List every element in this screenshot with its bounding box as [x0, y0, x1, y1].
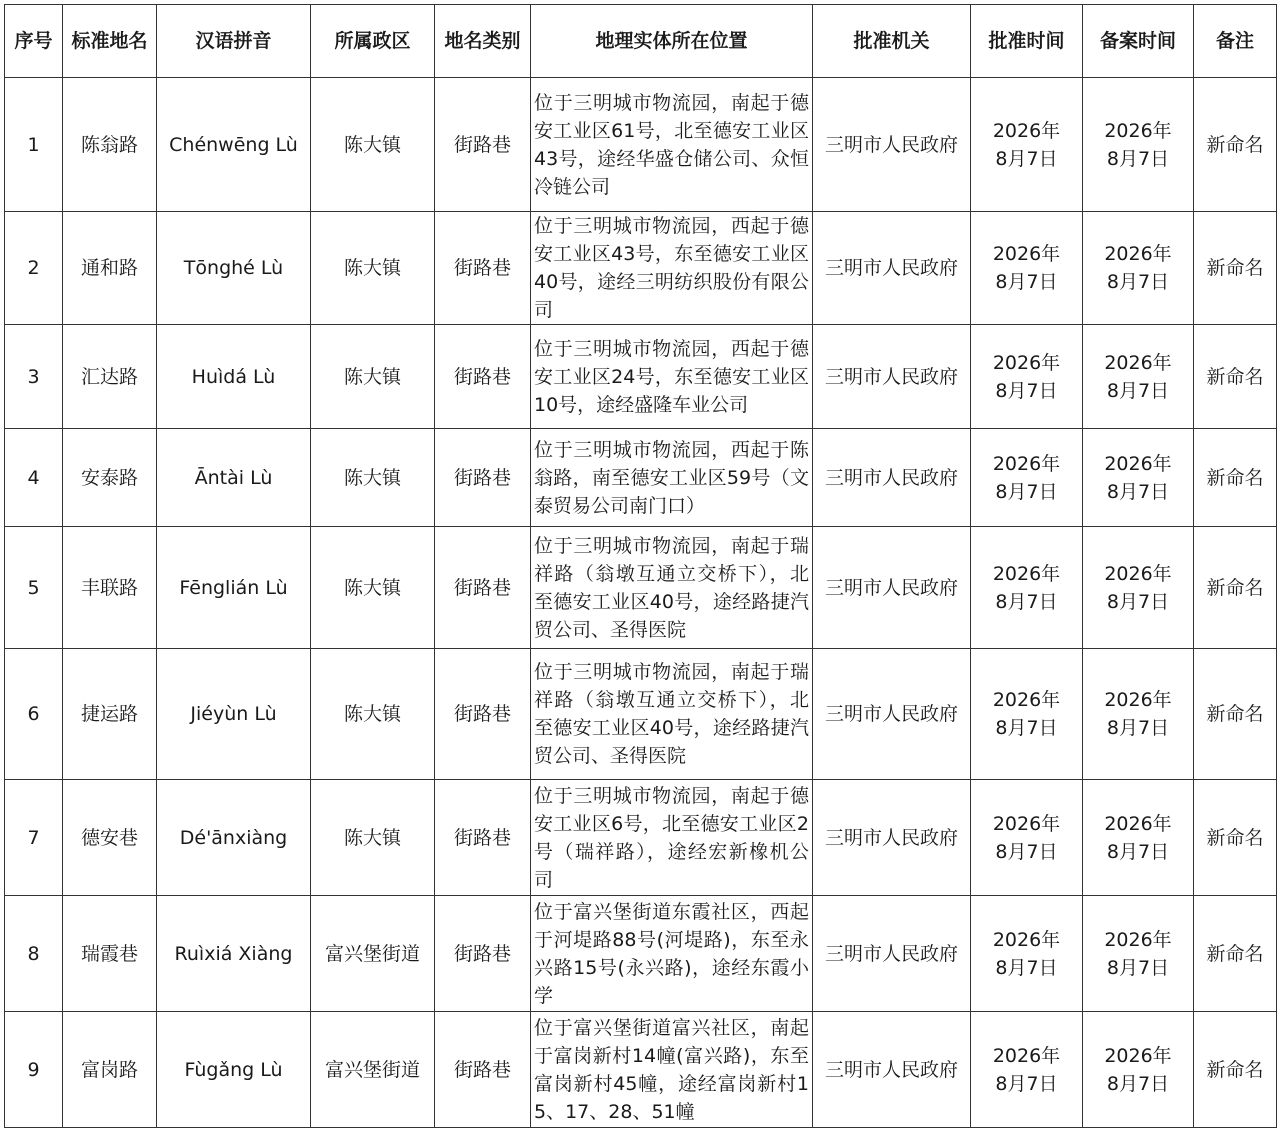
file-day: 8月7日 [1106, 480, 1170, 503]
cell-name: 汇达路 [63, 325, 157, 429]
table-row [5, 325, 1277, 429]
cell-category: 街路巷 [435, 1012, 531, 1128]
cell-note: 新命名 [1194, 78, 1277, 212]
file-day: 8月7日 [1106, 271, 1170, 293]
header-cell-no: 序号 [5, 5, 63, 78]
cell-name: 陈翁路 [63, 78, 157, 212]
cell-no: 3 [5, 325, 63, 429]
cell-name: 德安巷 [63, 780, 157, 896]
cell-location: 位于三明城市物流园，西起于德安工业区24号，东至德安工业区10号，途经盛隆车业公司 [531, 325, 813, 429]
cell-district: 陈大镇 [311, 649, 435, 780]
file-year: 2026年 [1104, 812, 1172, 835]
cell-name: 瑞霞巷 [63, 896, 157, 1012]
cell-note: 新命名 [1194, 325, 1277, 429]
cell-authority: 三明市人民政府 [813, 527, 971, 649]
file-day: 8月7日 [1106, 379, 1170, 402]
file-day: 8月7日 [1106, 956, 1170, 979]
header-cell-file-date: 备案时间 [1083, 5, 1194, 78]
cell-category: 街路巷 [435, 429, 531, 527]
cell-approve-date [971, 429, 1083, 527]
cell-approve-date [971, 527, 1083, 649]
cell-no: 5 [5, 527, 63, 649]
header-cell-note: 备注 [1194, 5, 1277, 78]
cell-category: 街路巷 [435, 212, 531, 325]
cell-file-date [1083, 780, 1194, 896]
cell-no: 1 [5, 78, 63, 212]
cell-location: 位于三明城市物流园，南起于德安工业区6号，北至德安工业区2号（瑞祥路），途经宏新橡机公司 [531, 780, 813, 896]
table-row [5, 78, 1277, 212]
header-cell-district: 所属政区 [311, 5, 435, 78]
table-body [5, 78, 1277, 1128]
cell-approve-date [971, 212, 1083, 325]
approve-day: 8月7日 [995, 379, 1058, 402]
cell-no: 4 [5, 429, 63, 527]
cell-pinyin: Chénwēng Lù [157, 78, 311, 212]
cell-file-date [1083, 896, 1194, 1012]
approve-year: 2026年 [992, 452, 1061, 475]
cell-file-date [1083, 1012, 1194, 1128]
file-year: 2026年 [1104, 689, 1172, 711]
cell-authority: 三明市人民政府 [813, 780, 971, 896]
place-name-table [4, 4, 1277, 1128]
file-day: 8月7日 [1106, 590, 1170, 613]
header-row [5, 5, 1277, 78]
approve-day: 8月7日 [995, 1072, 1058, 1095]
cell-approve-date [971, 325, 1083, 429]
table-row [5, 780, 1277, 896]
cell-pinyin: Fēnglián Lù [157, 527, 311, 649]
file-year: 2026年 [1104, 243, 1172, 265]
cell-name: 通和路 [63, 212, 157, 325]
file-year: 2026年 [1104, 119, 1172, 142]
approve-day: 8月7日 [995, 956, 1058, 979]
approve-year: 2026年 [992, 928, 1061, 951]
cell-note: 新命名 [1194, 780, 1277, 896]
cell-pinyin: Fùgǎng Lù [157, 1012, 311, 1128]
cell-authority: 三明市人民政府 [813, 896, 971, 1012]
header-cell-category: 地名类别 [435, 5, 531, 78]
cell-name: 丰联路 [63, 527, 157, 649]
cell-name: 安泰路 [63, 429, 157, 527]
cell-category: 街路巷 [435, 325, 531, 429]
cell-authority: 三明市人民政府 [813, 325, 971, 429]
table-row [5, 212, 1277, 325]
file-day: 8月7日 [1106, 1072, 1170, 1095]
cell-pinyin: Tōnghé Lù [157, 212, 311, 325]
cell-authority: 三明市人民政府 [813, 78, 971, 212]
table-row [5, 527, 1277, 649]
approve-year: 2026年 [992, 1044, 1061, 1067]
approve-day: 8月7日 [995, 271, 1058, 293]
table-row [5, 896, 1277, 1012]
approve-year: 2026年 [992, 562, 1061, 585]
file-year: 2026年 [1104, 928, 1172, 951]
cell-note: 新命名 [1194, 1012, 1277, 1128]
cell-location: 位于三明城市物流园，西起于陈翁路，南至德安工业区59号（文泰贸易公司南门口） [531, 429, 813, 527]
cell-note: 新命名 [1194, 527, 1277, 649]
cell-name: 富岗路 [63, 1012, 157, 1128]
cell-approve-date [971, 1012, 1083, 1128]
file-day: 8月7日 [1106, 147, 1170, 170]
cell-location: 位于三明城市物流园，南起于瑞祥路（翁墩互通立交桥下），北至德安工业区40号，途经路捷汽贸公司、圣得医院 [531, 649, 813, 780]
header-cell-authority: 批准机关 [813, 5, 971, 78]
cell-category: 街路巷 [435, 780, 531, 896]
cell-approve-date [971, 780, 1083, 896]
cell-district: 陈大镇 [311, 429, 435, 527]
file-year: 2026年 [1104, 562, 1172, 585]
cell-location: 位于三明城市物流园，南起于瑞祥路（翁墩互通立交桥下），北至德安工业区40号，途经路捷汽贸公司、圣得医院 [531, 527, 813, 649]
approve-year: 2026年 [992, 351, 1061, 374]
cell-file-date [1083, 649, 1194, 780]
cell-no: 7 [5, 780, 63, 896]
cell-file-date [1083, 429, 1194, 527]
table-row [5, 649, 1277, 780]
cell-authority: 三明市人民政府 [813, 429, 971, 527]
cell-district: 富兴堡街道 [311, 1012, 435, 1128]
cell-approve-date [971, 649, 1083, 780]
cell-pinyin: Āntài Lù [157, 429, 311, 527]
cell-location: 位于富兴堡街道东霞社区，西起于河堤路88号(河堤路)，东至永兴路15号(永兴路)，途经东霞小学 [531, 896, 813, 1012]
cell-note: 新命名 [1194, 429, 1277, 527]
header-cell-pinyin: 汉语拼音 [157, 5, 311, 78]
cell-location: 位于三明城市物流园，西起于德安工业区43号，东至德安工业区40号，途经三明纺织股份有限公司 [531, 212, 813, 325]
file-day: 8月7日 [1106, 840, 1170, 863]
cell-category: 街路巷 [435, 649, 531, 780]
table-row [5, 1012, 1277, 1128]
cell-no: 8 [5, 896, 63, 1012]
approve-day: 8月7日 [995, 717, 1058, 739]
header-cell-location: 地理实体所在位置 [531, 5, 813, 78]
file-year: 2026年 [1104, 1044, 1172, 1067]
cell-category: 街路巷 [435, 78, 531, 212]
cell-district: 陈大镇 [311, 780, 435, 896]
cell-authority: 三明市人民政府 [813, 1012, 971, 1128]
cell-pinyin: Jiéyùn Lù [157, 649, 311, 780]
cell-district: 陈大镇 [311, 78, 435, 212]
cell-category: 街路巷 [435, 527, 531, 649]
file-year: 2026年 [1104, 351, 1172, 374]
cell-approve-date [971, 896, 1083, 1012]
cell-location: 位于富兴堡街道富兴社区，南起于富岗新村14幢(富兴路)，东至富岗新村45幢，途经富岗新村15、17、28、51幢 [531, 1012, 813, 1128]
table-row [5, 429, 1277, 527]
cell-no: 2 [5, 212, 63, 325]
approve-day: 8月7日 [995, 840, 1058, 863]
cell-pinyin: Ruìxiá Xiàng [157, 896, 311, 1012]
cell-pinyin: Huìdá Lù [157, 325, 311, 429]
approve-day: 8月7日 [995, 590, 1058, 613]
cell-no: 6 [5, 649, 63, 780]
cell-file-date [1083, 325, 1194, 429]
cell-district: 陈大镇 [311, 527, 435, 649]
cell-file-date [1083, 527, 1194, 649]
cell-pinyin: Dé'ānxiàng [157, 780, 311, 896]
approve-year: 2026年 [992, 812, 1061, 835]
header-cell-name: 标准地名 [63, 5, 157, 78]
cell-file-date [1083, 78, 1194, 212]
cell-approve-date [971, 78, 1083, 212]
cell-location: 位于三明城市物流园，南起于德安工业区61号，北至德安工业区43号，途经华盛仓储公司、众恒冷链公司 [531, 78, 813, 212]
cell-name: 捷运路 [63, 649, 157, 780]
cell-note: 新命名 [1194, 212, 1277, 325]
cell-district: 陈大镇 [311, 325, 435, 429]
cell-district: 富兴堡街道 [311, 896, 435, 1012]
approve-year: 2026年 [992, 689, 1061, 711]
cell-category: 街路巷 [435, 896, 531, 1012]
file-day: 8月7日 [1106, 717, 1170, 739]
cell-note: 新命名 [1194, 896, 1277, 1012]
cell-authority: 三明市人民政府 [813, 649, 971, 780]
approve-year: 2026年 [992, 243, 1061, 265]
cell-file-date [1083, 212, 1194, 325]
approve-day: 8月7日 [995, 480, 1058, 503]
header-cell-approve-date: 批准时间 [971, 5, 1083, 78]
cell-no: 9 [5, 1012, 63, 1128]
approve-day: 8月7日 [995, 147, 1058, 170]
file-year: 2026年 [1104, 452, 1172, 475]
cell-note: 新命名 [1194, 649, 1277, 780]
approve-year: 2026年 [992, 119, 1061, 142]
cell-authority: 三明市人民政府 [813, 212, 971, 325]
cell-district: 陈大镇 [311, 212, 435, 325]
